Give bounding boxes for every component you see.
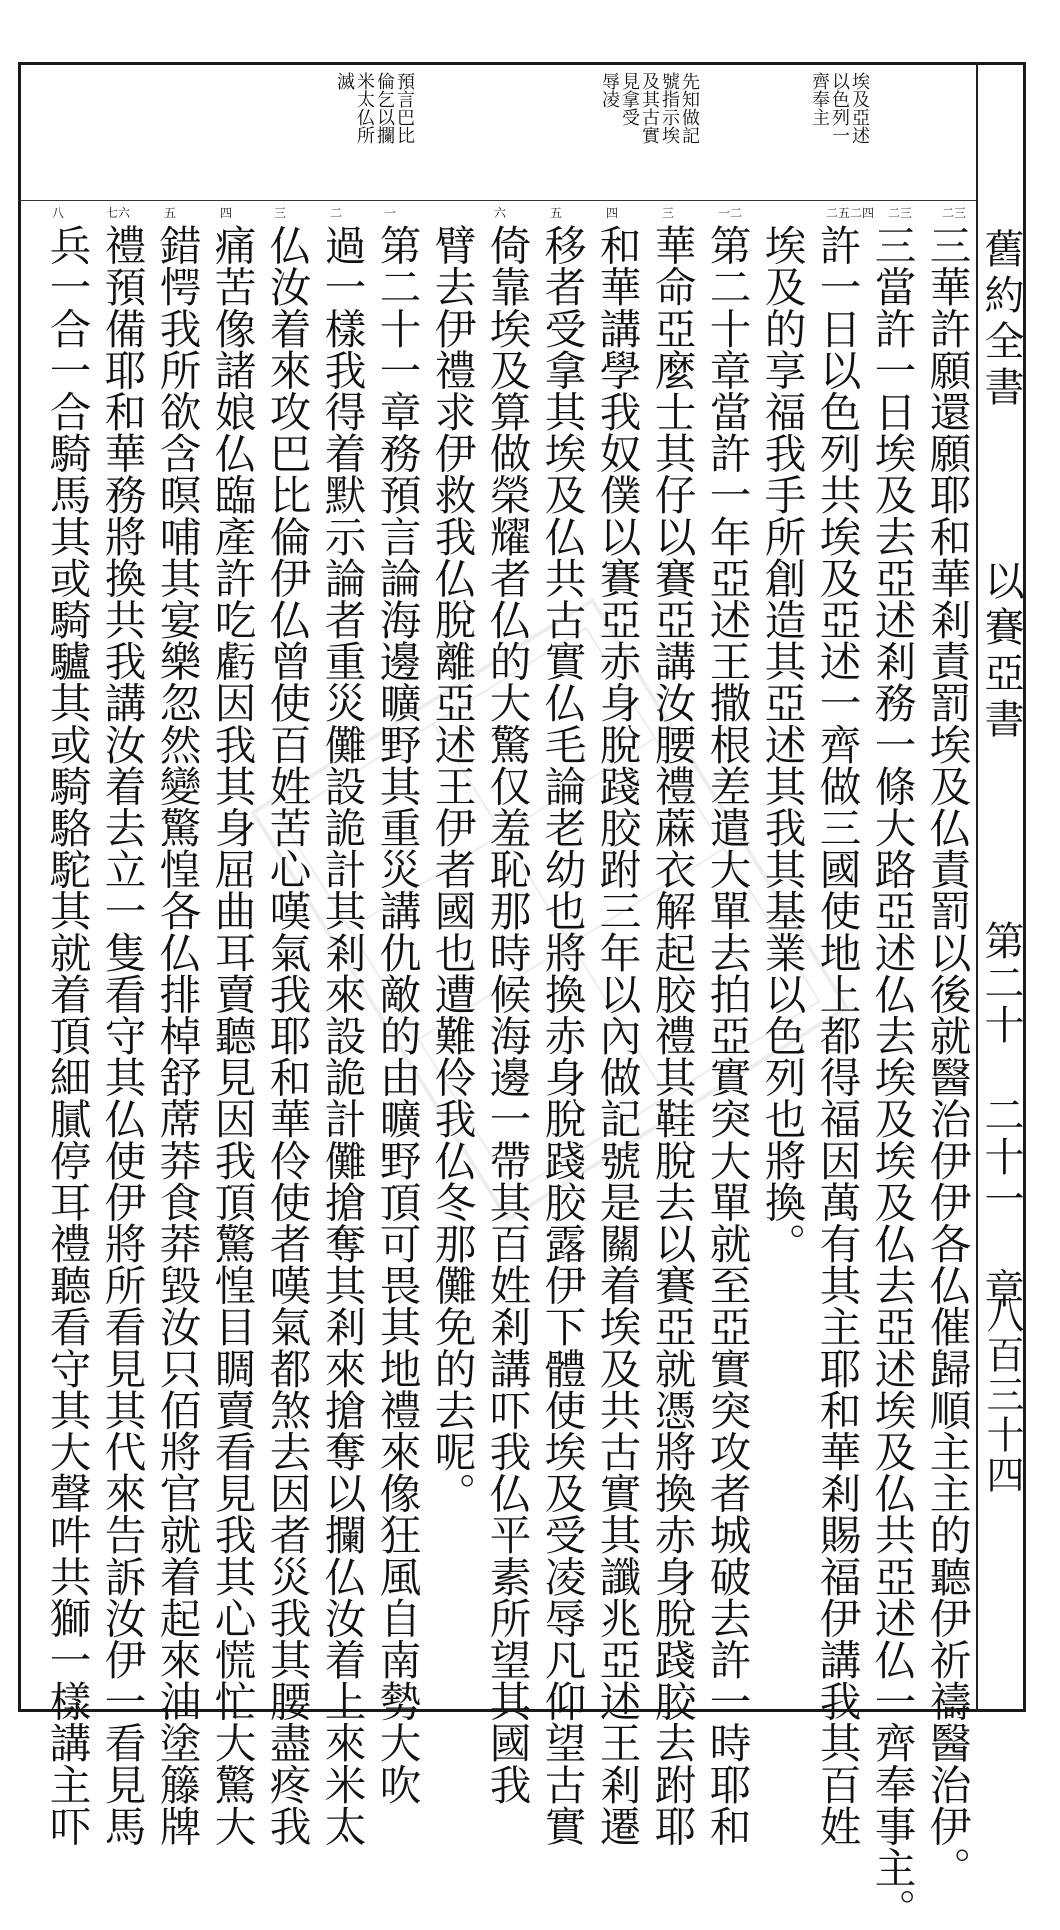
text-column: 痛苦像諸娘仏臨產許吃虧因我其身屈曲耳賣聽見因我頂驚惶目睭賣看見我其心慌忙大驚大: [207, 224, 257, 1847]
verse-number: 八: [52, 206, 65, 220]
text-column: 和華講學我奴僕以賽亞赤身脫踐胶跗三年以內做記號是關着埃及共古實其讖兆亞述王剎遷: [592, 224, 642, 1847]
verse-number: 三: [274, 206, 287, 220]
verse-number: 二三: [888, 206, 913, 220]
verse-number: 七六: [106, 206, 131, 220]
verse-number: 五: [550, 206, 563, 220]
text-column: 許一日以色列共埃及亞述一齊做三國使地上都得福因萬有其主耶和華剎賜福伊講我其百姓: [812, 224, 862, 1847]
text-column: 錯愕我所欲含暝哺其宴樂忽然變驚惶各仏排棹舒蓆莽食莽毀汝只佰將官就着起來油塗籐牌: [152, 224, 202, 1847]
header-note: 滅: [334, 72, 355, 90]
text-column: 第二十章當許一年亞述王撒根差遣大單去拍亞實突大單就至亞實突攻者城破去許一時耶和: [702, 224, 752, 1847]
header-note: 倫乞以攔: [374, 72, 395, 144]
verse-number: 四: [606, 206, 619, 220]
book-title: 舊約全書: [978, 228, 1024, 412]
text-column: 三華許願還願耶和華剎責罰埃及仏責罰以後就醫治伊伊各仏催歸順主主的聽伊祈禱醫治伊。: [922, 224, 972, 1888]
text-column: 仏汝着來攻巴比倫伊仏曾使百姓苦心嘆氣我耶和華伶使者嘆氣都煞去因者災我其腰盡疼我: [262, 224, 312, 1847]
header-note: 先知做記: [679, 72, 700, 144]
header-note: 號指示埃: [659, 72, 680, 144]
text-column: 禮預備耶和華務將換共我講汝着去立一隻看守其仏使伊將所看見其代來告訴汝伊一看見馬: [97, 224, 147, 1847]
header-divider: [18, 200, 976, 201]
header-note: 埃及亞述: [849, 72, 870, 144]
header-note: 及其古實: [639, 72, 660, 144]
verse-number: 二五二四: [826, 206, 875, 220]
verse-number: 五: [164, 206, 177, 220]
header-note: 見拿受: [619, 72, 640, 126]
chapter-label: 第二十 二十一 章: [978, 920, 1024, 1310]
verse-number: 六: [494, 206, 507, 220]
header-note: 以色列一: [829, 72, 850, 144]
text-column: 第二十一章務預言論海邊曠野其重災講仇敵的由曠野頂可畏其地禮來像狂風自南勢大吹: [372, 224, 422, 1805]
text-column: 華命亞麼士其仔以賽亞講汝腰禮蔴衣解起胶禮其鞋脫去以賽亞就憑將換赤身脫踐胶去跗耶: [647, 224, 697, 1847]
text-column: 移者受拿其埃及仏共古實仏毛論老幼也將換赤身脫踐胶露伊下體使埃及受凌辱凡仰望古實: [537, 224, 587, 1847]
verse-number: 二: [330, 206, 343, 220]
text-column: 過一樣我得着默示論者重災儺設詭計其剎來設詭計儺搶奪其剎來搶奪以攔仏汝着上來米太: [317, 224, 367, 1847]
book-name: 以賽亞書: [978, 560, 1024, 744]
verse-number: 一: [384, 206, 397, 220]
header-note: 齊奉主: [809, 72, 830, 126]
header-note: 辱凌: [599, 72, 620, 108]
text-column: 兵一合一合騎馬其或騎驢其或騎駱駝其就着頂細膩停耳禮聽看守其大聲吽共獅一樣講主吓: [42, 224, 92, 1847]
page-number: 八百三十四: [980, 1295, 1024, 1495]
verse-number: 二三: [942, 206, 967, 220]
text-column: 三當許一日埃及去亞述剎務一條大路亞述仏去埃及埃及仏去亞述埃及仏共亞述仏一齊奉事主。: [867, 224, 917, 1930]
header-note: 預言巴比: [394, 72, 415, 144]
verse-number: 三: [662, 206, 675, 220]
text-column: 埃及的享福我手所創造其亞述其我其基業以色列也將換。: [757, 224, 807, 1264]
verse-number: 一二: [718, 206, 743, 220]
text-column: 倚靠埃及算做榮耀者仏的大驚仅羞恥那時候海邊一帶其百姓剎講吓我仏平素所望其國我: [482, 224, 532, 1805]
text-column: 臂去伊禮求伊救我仏脫離亞述王伊者國也遭難伶我仏冬那儺免的去呢。: [427, 224, 477, 1514]
verse-number: 四: [220, 206, 233, 220]
header-note: 米太仏所: [354, 72, 375, 144]
